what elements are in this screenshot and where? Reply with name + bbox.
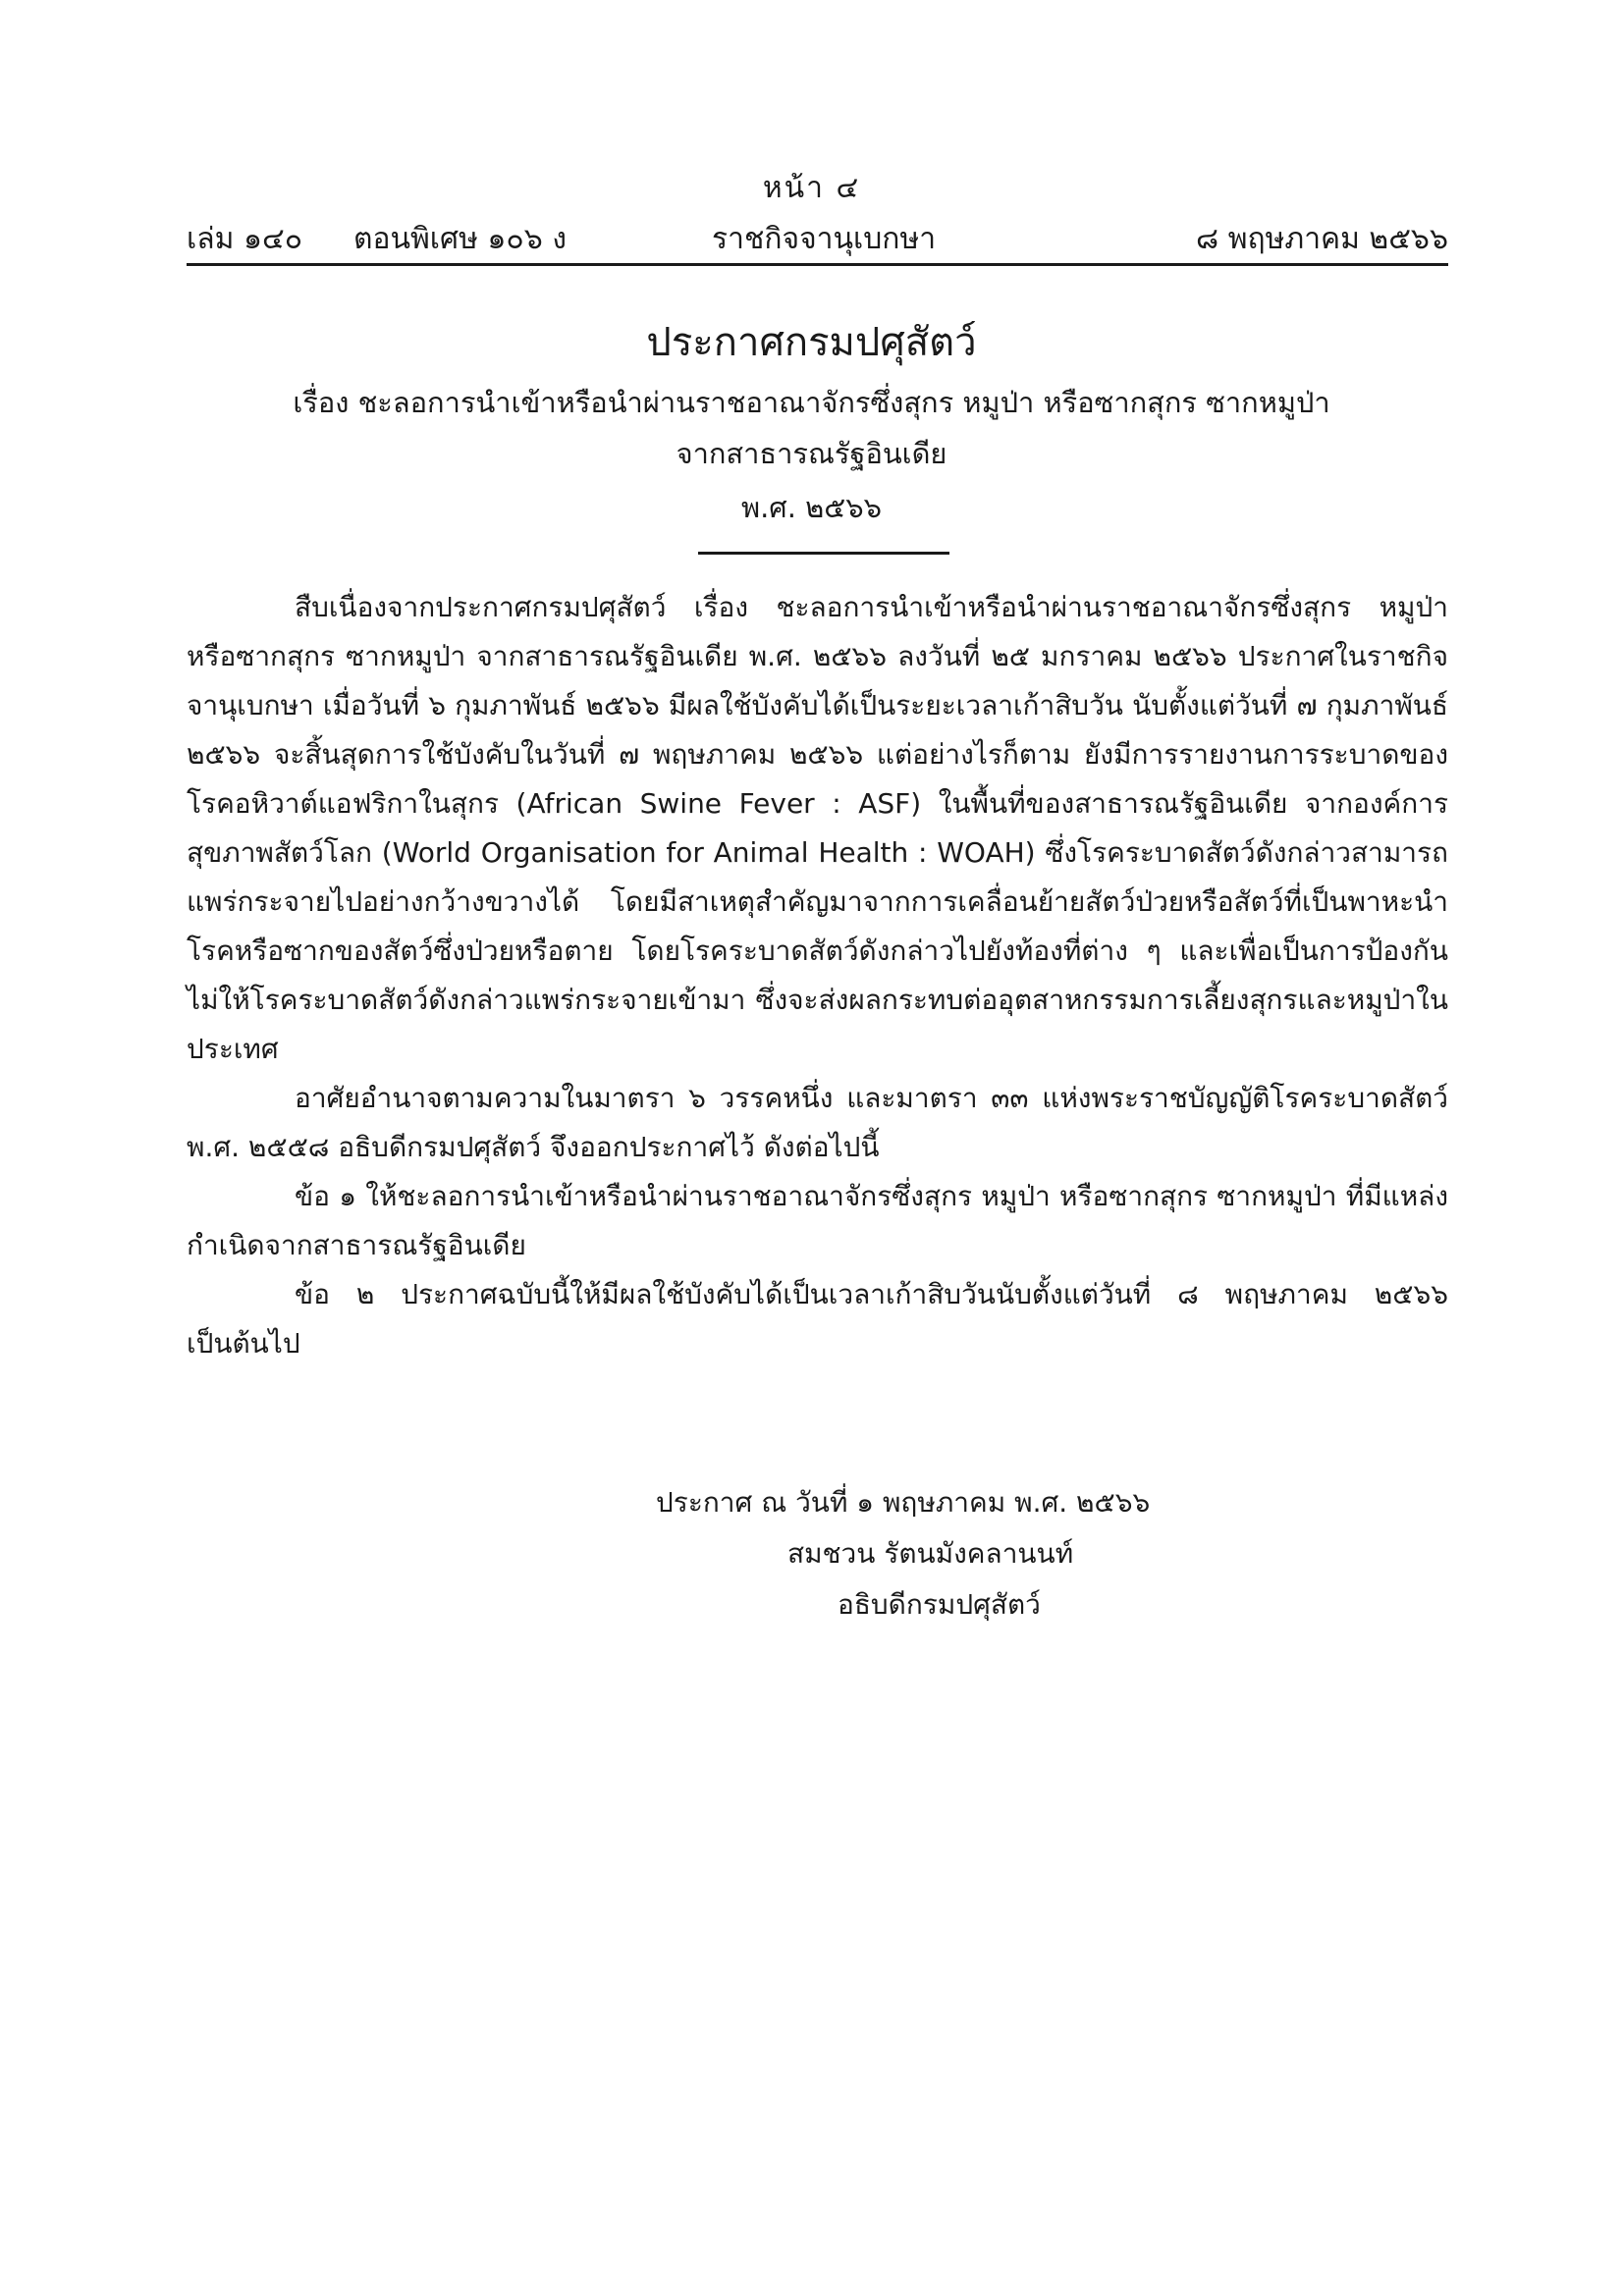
publication-date: ๘ พฤษภาคม ๒๕๖๖ — [1196, 222, 1448, 256]
gazette-header — [187, 216, 1448, 259]
header-divider — [187, 263, 1448, 266]
signature-block — [0, 1477, 1623, 1630]
subject-line-1: เรื่อง ชะลอการนำเข้าหรือนำผ่านราชอาณาจักรซึ่งสุกร หมูป่า หรือซากสุกร ซากหมูป่า — [293, 386, 1330, 419]
title-divider — [698, 552, 949, 555]
gazette-name: ราชกิจจานุเบกษา — [712, 222, 937, 256]
volume-number: เล่ม ๑๔๐ — [187, 222, 303, 256]
announced-date: ประกาศ ณ วันที่ ๑ พฤษภาคม พ.ศ. ๒๕๖๖ — [656, 1486, 1151, 1519]
signatory-position: อธิบดีกรมปศุสัตว์ — [838, 1588, 1041, 1621]
page-number: หน้า ๔ — [762, 171, 861, 205]
body-paragraph-authority: อาศัยอำนาจตามความในมาตรา ๖ วรรคหนึ่ง และมาตรา ๓๓ แห่งพระราชบัญญัติโรคระบาดสัตว์ พ.ศ. ๒๕๕๘ อธิบดีกรมปศุสัตว์ จึงออกประกาศไว้ ดังต่อไปนี้ — [187, 1082, 1448, 1163]
signatory-name: สมชวน รัตนมังคลานนท์ — [787, 1537, 1074, 1570]
body-paragraph-clause-2: ข้อ ๒ ประกาศฉบับนี้ให้มีผลใช้บังคับได้เป็นเวลาเก้าสิบวันนับตั้งแต่วันที่ ๘ พฤษภาคม ๒๕๖๖ เป็นต้นไป — [187, 1278, 1448, 1360]
announcement-subject — [0, 377, 1623, 479]
announcement-title: ประกาศกรมปศุสัตว์ — [646, 320, 977, 365]
announcement-year: พ.ศ. ๒๕๖๖ — [740, 491, 883, 524]
subject-line-2: จากสาธารณรัฐอินเดีย — [676, 437, 947, 470]
body-paragraph-background: สืบเนื่องจากประกาศกรมปศุสัตว์ เรื่อง ชะลอการนำเข้าหรือนำผ่านราชอาณาจักรซึ่งสุกร หมูป่า หรือซากสุกร ซากหมูป่า จากสาธารณรัฐอินเดีย พ.ศ. ๒๕๖๖ ลงวันที่ ๒๕ มกราคม ๒๕๖๖ ประกาศในราชกิจจานุเบกษา เมื่อวันที่ ๖ กุมภาพันธ์ ๒๕๖๖ มีผลใช้บังคับได้เป็นระยะเวลาเก้าสิบวัน นับตั้งแต่วันที่ ๗ กุมภาพันธ์ ๒๕๖๖ จะสิ้นสุดการใช้บังคับในวันที่ ๗ พฤษภาคม ๒๕๖๖ แต่อย่างไรก็ตาม ยังมีการรายงานการระบาดของโรคอหิวาต์แอฟริกาในสุกร (African Swine Fever : ASF) ในพื้นที่ของสาธารณรัฐอินเดีย จากองค์การสุขภาพสัตว์โลก (World Organisation for Animal Health : WOAH) ซึ่งโรคระบาดสัตว์ดังกล่าวสามารถแพร่กระจายไปอย่างกว้างขวางได้ โดยมีสาเหตุสำคัญมาจากการเคลื่อนย้ายสัตว์ป่วยหรือสัตว์ที่เป็นพาหะนำโรคหรือซากของสัตว์ซึ่งป่วยหรือตาย โดยโรคระบาดสัตว์ดังกล่าวไปยังท้องที่ต่าง ๆ และเพื่อเป็นการป้องกันไม่ให้โรคระบาดสัตว์ดังกล่าวแพร่กระจายเข้ามา ซึ่งจะส่งผลกระทบต่ออุตสาหกรรมการเลี้ยงสุกรและหมูป่าในประเทศ — [187, 591, 1448, 1065]
announcement-body — [187, 583, 1448, 1368]
body-paragraph-clause-1: ข้อ ๑ ให้ชะลอการนำเข้าหรือนำผ่านราชอาณาจักรซึ่งสุกร หมูป่า หรือซากสุกร ซากหมูป่า ที่มีแหล่งกำเนิดจากสาธารณรัฐอินเดีย — [187, 1180, 1448, 1261]
issue-number: ตอนพิเศษ ๑๐๖ ง — [353, 222, 567, 256]
